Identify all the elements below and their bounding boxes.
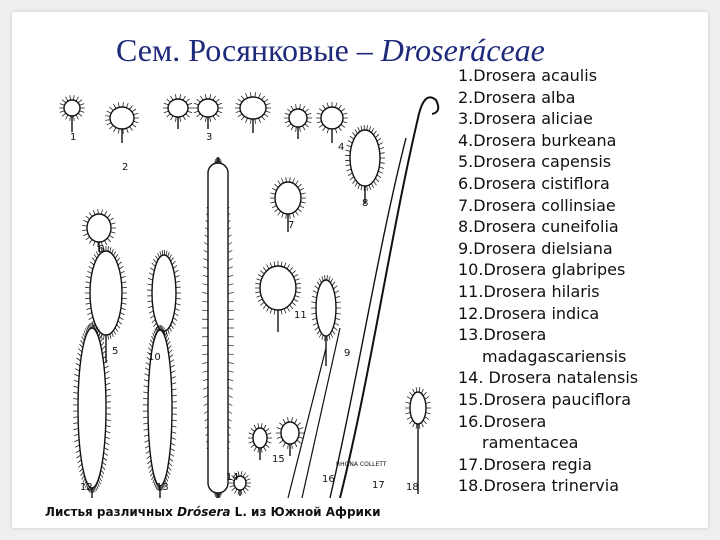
leaf-15b-blade	[281, 422, 299, 444]
leaf-5-blade	[90, 251, 122, 335]
figure-label: 14	[226, 472, 239, 483]
leaf-8-blade	[350, 130, 380, 186]
species-item: 9.Drosera dielsiana	[458, 238, 613, 258]
figure-label: 11	[294, 310, 307, 321]
species-item-continuation: madagascariensis	[482, 346, 627, 366]
figure-label: 18	[406, 482, 419, 493]
title-latin: Droseráceae	[380, 32, 545, 68]
leaf-6-blade	[87, 214, 111, 242]
leaf-12-blade	[78, 328, 106, 488]
slide	[12, 12, 708, 528]
species-item: 17.Drosera regia	[458, 454, 592, 474]
figure-label: 6	[98, 244, 105, 255]
slide-title	[116, 32, 656, 69]
figure-label: 17	[372, 480, 385, 491]
figure-label: 15	[272, 454, 285, 465]
figure-caption: Листья различных Drósera L. из Южной Африки	[45, 505, 381, 519]
species-item: 10.Drosera glabripes	[458, 260, 626, 280]
leaf-3a-blade	[168, 99, 188, 117]
figure-label: 13	[156, 482, 169, 493]
species-item: 18.Drosera trinervia	[458, 476, 620, 496]
species-item: 3.Drosera aliciae	[458, 109, 593, 129]
figure-label: 8	[362, 198, 369, 209]
leaf-3b-blade	[198, 99, 218, 117]
figure-label: 10	[148, 352, 161, 363]
species-item: 11.Drosera hilaris	[458, 281, 600, 301]
species-item: 4.Drosera burkeana	[458, 130, 617, 150]
figure-label: 12	[80, 482, 93, 493]
species-item: 8.Drosera cuneifolia	[458, 217, 619, 237]
figure-label: 5	[112, 346, 119, 357]
leaf-15a-blade	[253, 428, 267, 448]
species-list	[458, 65, 638, 497]
leaf-7-blade	[275, 182, 301, 214]
leaf-4a-blade	[289, 109, 307, 127]
figure-label: 16	[322, 474, 335, 485]
species-item: 5.Drosera capensis	[458, 152, 612, 172]
leaf-17-stem	[288, 328, 340, 498]
leaf-18-blade	[410, 392, 426, 424]
leaf-11-blade	[260, 266, 296, 310]
leaf-4b-blade	[321, 107, 343, 129]
leaf-3c-blade	[240, 97, 266, 119]
figure-label: 9	[344, 348, 351, 359]
leaf-1-blade	[64, 100, 80, 116]
artist-credit: RHONA COLLETT	[336, 461, 387, 468]
species-item: 12.Drosera indica	[458, 303, 600, 323]
species-item: 15.Drosera pauciflora	[458, 389, 632, 409]
species-item: 7.Drosera collinsiae	[458, 195, 616, 215]
species-item: 14. Drosera natalensis	[458, 368, 639, 388]
figure-label: 4	[338, 142, 345, 153]
figure-label: 2	[122, 162, 129, 173]
species-item-continuation: ramentacea	[482, 433, 579, 453]
figure-label: 7	[288, 220, 295, 231]
leaf-illustration	[40, 78, 460, 498]
leaf-drawing	[40, 78, 460, 498]
species-item: 6.Drosera cistiflora	[458, 173, 610, 193]
leaf-2-blade	[110, 107, 134, 129]
leaf-14-blade	[208, 163, 228, 493]
species-item: 16.Drosera	[458, 411, 547, 431]
species-item: 2.Drosera alba	[458, 87, 576, 107]
species-item: 1.Drosera acaulis	[458, 66, 598, 85]
leaf-9-blade	[316, 280, 336, 336]
figure-label: 1	[70, 132, 77, 143]
species-item: 13.Drosera	[458, 325, 547, 345]
title-russian: Сем. Росянковые –	[116, 32, 381, 68]
figure-label: 3	[206, 132, 213, 143]
leaf-10-blade	[152, 255, 176, 331]
leaf-17-midrib	[330, 138, 406, 498]
